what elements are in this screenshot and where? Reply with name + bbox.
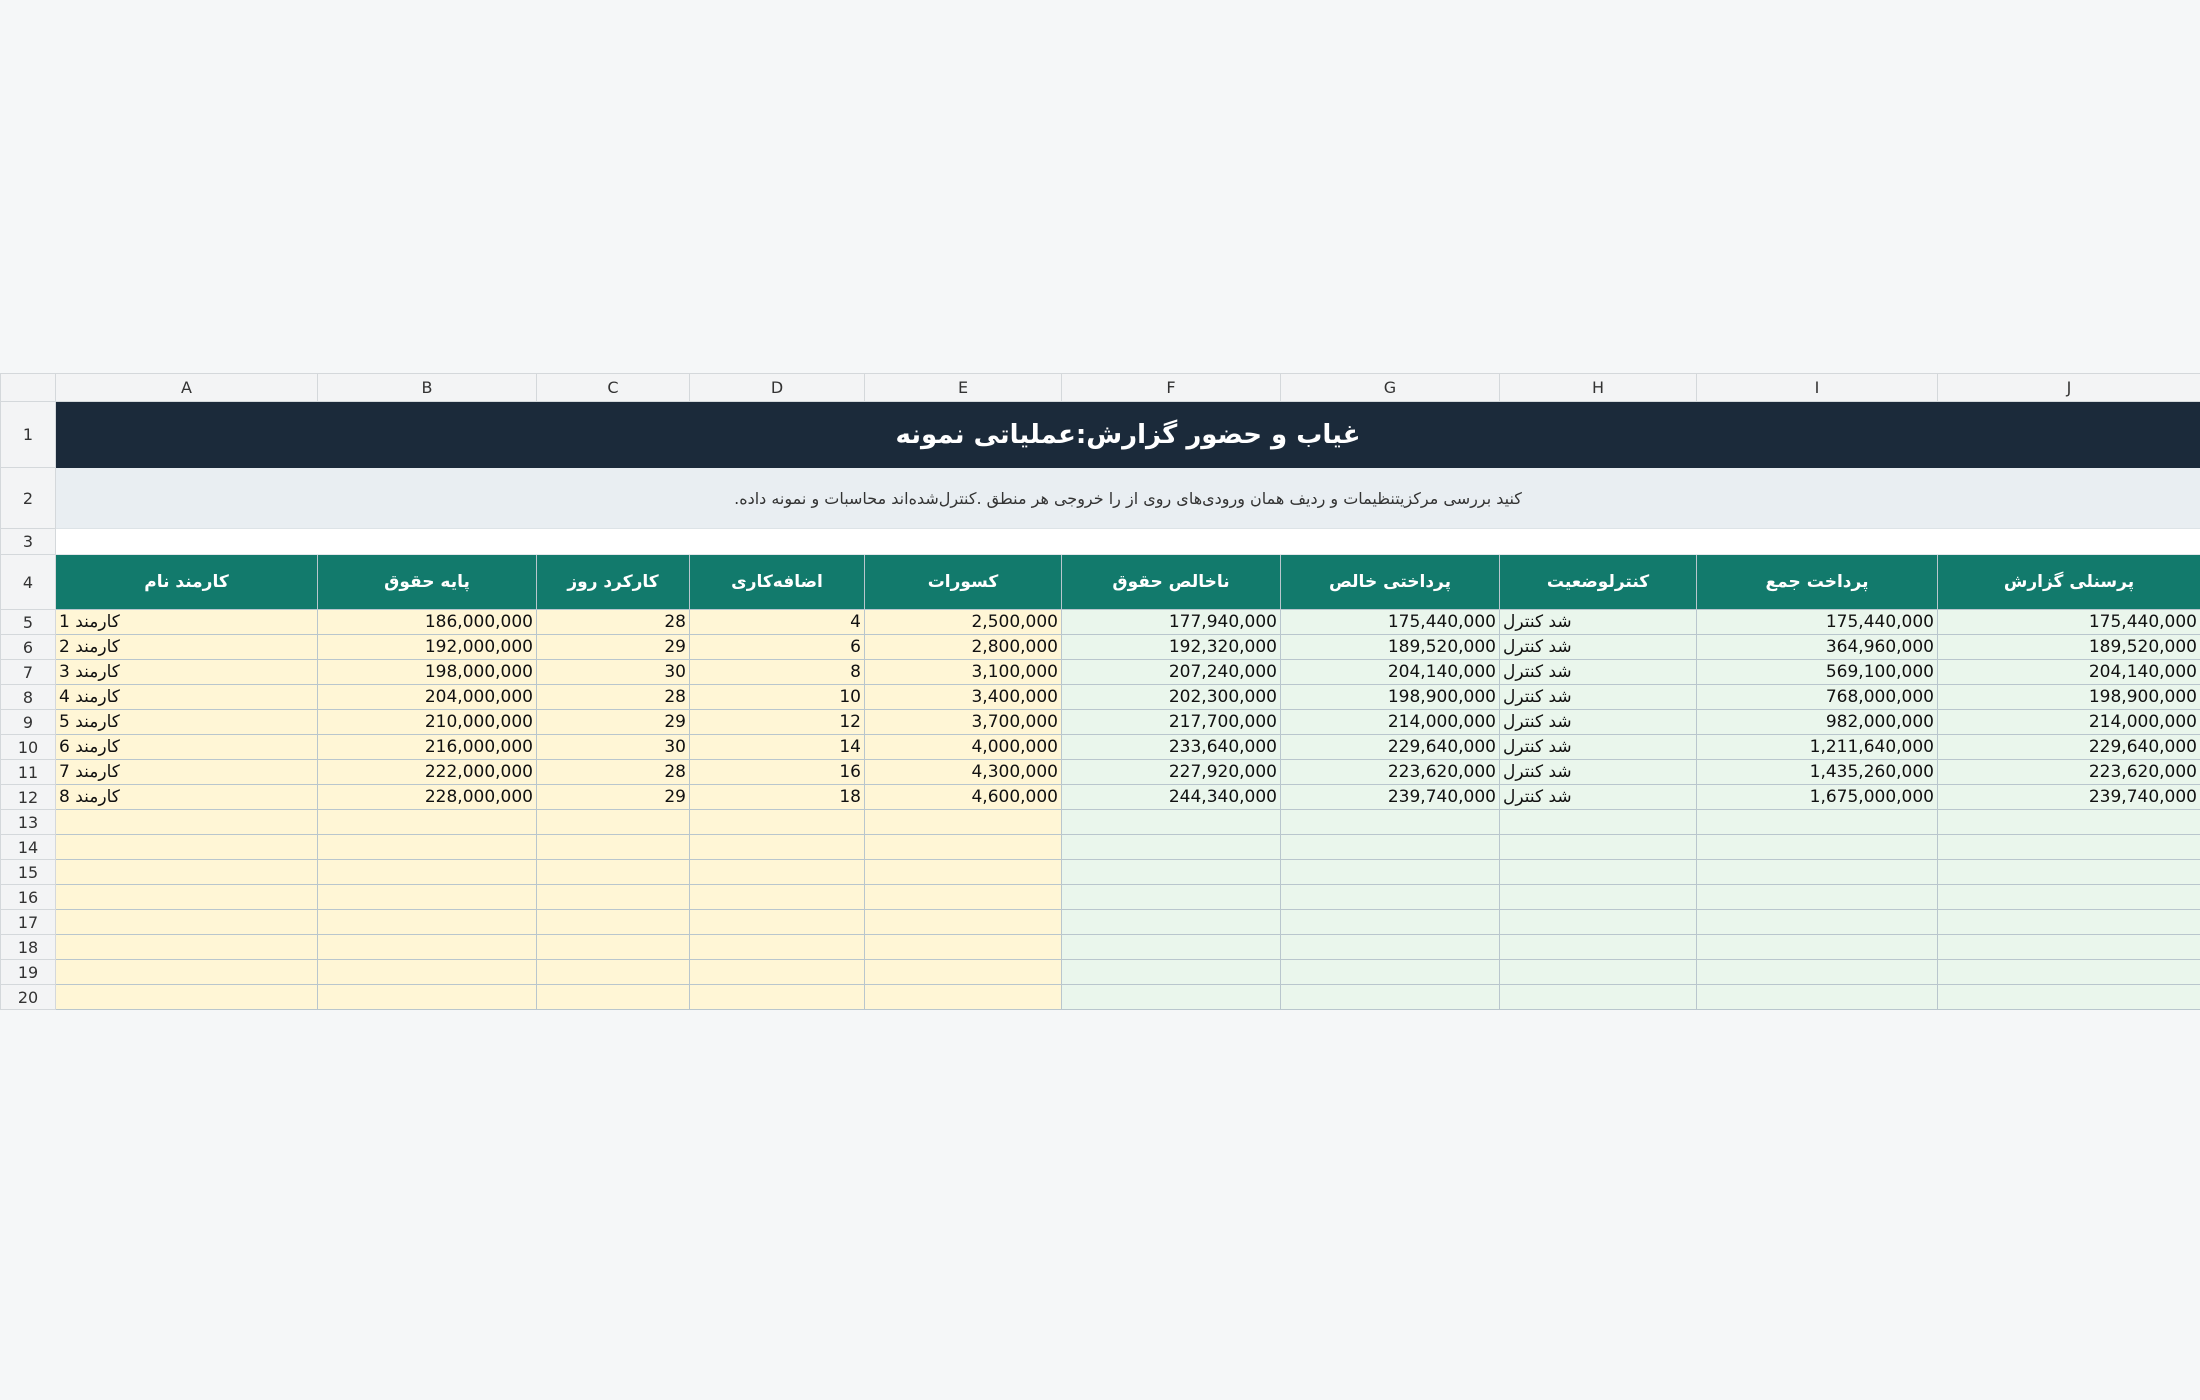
empty-cell-net-pay[interactable] <box>1281 835 1500 860</box>
cell-gross-salary[interactable]: 217,700,000 <box>1062 710 1281 735</box>
empty-cell-net-pay[interactable] <box>1281 885 1500 910</box>
empty-cell-overtime[interactable] <box>690 835 865 860</box>
empty-cell-payment-total[interactable] <box>1697 910 1938 935</box>
spreadsheet <box>0 373 2200 1025</box>
cell-payment-total[interactable]: 175,440,000 <box>1697 610 1938 635</box>
empty-cell-work-days[interactable] <box>537 835 690 860</box>
cell-deductions[interactable]: 3,700,000 <box>865 710 1062 735</box>
row-header-3[interactable]: 3 <box>1 529 56 555</box>
empty-row <box>1 860 2200 885</box>
empty-cell-personnel-report[interactable] <box>1938 885 2200 910</box>
cell-overtime[interactable]: 4 <box>690 610 865 635</box>
empty-cell-control-status[interactable] <box>1500 985 1697 1010</box>
empty-cell-control-status[interactable] <box>1500 835 1697 860</box>
column-header-j[interactable]: J <box>1938 374 2200 402</box>
empty-cell-base-salary[interactable] <box>318 835 537 860</box>
cell-employee-name[interactable]: 2 کارمند <box>56 635 318 660</box>
empty-cell-gross-salary[interactable] <box>1062 910 1281 935</box>
empty-cell-employee-name[interactable] <box>56 860 318 885</box>
empty-cell-gross-salary[interactable] <box>1062 860 1281 885</box>
empty-cell-deductions[interactable] <box>865 860 1062 885</box>
header-deductions[interactable]: کسورات <box>865 555 1062 610</box>
cell-employee-name[interactable]: 5 کارمند <box>56 710 318 735</box>
empty-cell-deductions[interactable] <box>865 985 1062 1010</box>
column-header-d[interactable]: D <box>690 374 865 402</box>
empty-cell-base-salary[interactable] <box>318 960 537 985</box>
cell-payment-total[interactable]: 768,000,000 <box>1697 685 1938 710</box>
cell-gross-salary[interactable]: 244,340,000 <box>1062 785 1281 810</box>
table-row <box>1 685 2200 710</box>
cell-deductions[interactable]: 4,300,000 <box>865 760 1062 785</box>
row-header-9[interactable]: 9 <box>1 710 56 735</box>
empty-cell-payment-total[interactable] <box>1697 885 1938 910</box>
row-header-8[interactable]: 8 <box>1 685 56 710</box>
empty-cell-control-status[interactable] <box>1500 885 1697 910</box>
empty-cell-payment-total[interactable] <box>1697 960 1938 985</box>
empty-cell-gross-salary[interactable] <box>1062 835 1281 860</box>
empty-cell-overtime[interactable] <box>690 935 865 960</box>
cell-net-pay[interactable]: 239,740,000 <box>1281 785 1500 810</box>
row-header[interactable]: 20 <box>1 985 56 1010</box>
column-header-i[interactable]: I <box>1697 374 1938 402</box>
empty-row <box>1 810 2200 835</box>
table-row <box>1 760 2200 785</box>
empty-cell-deductions[interactable] <box>865 810 1062 835</box>
cell-gross-salary[interactable]: 233,640,000 <box>1062 735 1281 760</box>
cell-work-days[interactable]: 28 <box>537 760 690 785</box>
empty-cell-deductions[interactable] <box>865 835 1062 860</box>
cell-payment-total[interactable]: 1,435,260,000 <box>1697 760 1938 785</box>
empty-cell-control-status[interactable] <box>1500 935 1697 960</box>
row-header[interactable]: 16 <box>1 885 56 910</box>
empty-cell-payment-total[interactable] <box>1697 935 1938 960</box>
column-header-b[interactable]: B <box>318 374 537 402</box>
cell-employee-name[interactable]: 4 کارمند <box>56 685 318 710</box>
cell-base-salary[interactable]: 186,000,000 <box>318 610 537 635</box>
empty-cell-gross-salary[interactable] <box>1062 935 1281 960</box>
cell-personnel-report[interactable]: 239,740,000 <box>1938 785 2200 810</box>
cell-employee-name[interactable]: 8 کارمند <box>56 785 318 810</box>
empty-cell-employee-name[interactable] <box>56 985 318 1010</box>
table-row <box>1 735 2200 760</box>
cell-control-status[interactable]: شد کنترل <box>1500 685 1697 710</box>
empty-cell-overtime[interactable] <box>690 860 865 885</box>
spacer-row <box>1 529 2200 555</box>
cell-net-pay[interactable]: 189,520,000 <box>1281 635 1500 660</box>
cell-control-status[interactable]: شد کنترل <box>1500 635 1697 660</box>
table-row <box>1 710 2200 735</box>
empty-cell-net-pay[interactable] <box>1281 935 1500 960</box>
cell-base-salary[interactable]: 216,000,000 <box>318 735 537 760</box>
title-row <box>1 402 2200 468</box>
cell-deductions[interactable]: 2,500,000 <box>865 610 1062 635</box>
column-header-e[interactable]: E <box>865 374 1062 402</box>
empty-cell-deductions[interactable] <box>865 960 1062 985</box>
cell-work-days[interactable]: 29 <box>537 710 690 735</box>
empty-row <box>1 835 2200 860</box>
row-header[interactable]: 19 <box>1 960 56 985</box>
row-header[interactable]: 15 <box>1 860 56 885</box>
empty-cell-control-status[interactable] <box>1500 860 1697 885</box>
empty-cell-base-salary[interactable] <box>318 885 537 910</box>
cell-base-salary[interactable]: 222,000,000 <box>318 760 537 785</box>
empty-cell-overtime[interactable] <box>690 810 865 835</box>
header-base-salary[interactable]: پایه حقوق <box>318 555 537 610</box>
cell-control-status[interactable]: شد کنترل <box>1500 735 1697 760</box>
cell-work-days[interactable]: 28 <box>537 685 690 710</box>
empty-cell-gross-salary[interactable] <box>1062 960 1281 985</box>
empty-cell-net-pay[interactable] <box>1281 910 1500 935</box>
empty-cell-employee-name[interactable] <box>56 810 318 835</box>
cell-employee-name[interactable]: 7 کارمند <box>56 760 318 785</box>
table-header-row <box>1 555 2200 610</box>
sheet-grid <box>0 373 2200 1010</box>
empty-cell-overtime[interactable] <box>690 885 865 910</box>
empty-cell-deductions[interactable] <box>865 935 1062 960</box>
cell-control-status[interactable]: شد کنترل <box>1500 610 1697 635</box>
cell-deductions[interactable]: 3,400,000 <box>865 685 1062 710</box>
row-header-11[interactable]: 11 <box>1 760 56 785</box>
cell-control-status[interactable]: شد کنترل <box>1500 660 1697 685</box>
note-row <box>1 468 2200 529</box>
report-title-cell[interactable]: غیاب و حضور گزارش:عملیاتی نمونه <box>56 402 2200 468</box>
row-header[interactable]: 14 <box>1 835 56 860</box>
row-header[interactable]: 13 <box>1 810 56 835</box>
empty-cell-base-salary[interactable] <box>318 910 537 935</box>
empty-cell-control-status[interactable] <box>1500 910 1697 935</box>
header-payment-total[interactable]: پرداخت جمع <box>1697 555 1938 610</box>
table-row <box>1 785 2200 810</box>
empty-cell-gross-salary[interactable] <box>1062 885 1281 910</box>
cell-gross-salary[interactable]: 207,240,000 <box>1062 660 1281 685</box>
empty-cell-net-pay[interactable] <box>1281 985 1500 1010</box>
cell-work-days[interactable]: 29 <box>537 635 690 660</box>
empty-cell-work-days[interactable] <box>537 860 690 885</box>
cell-net-pay[interactable]: 229,640,000 <box>1281 735 1500 760</box>
table-row <box>1 635 2200 660</box>
empty-cell-personnel-report[interactable] <box>1938 935 2200 960</box>
cell-overtime[interactable]: 8 <box>690 660 865 685</box>
empty-cell-net-pay[interactable] <box>1281 960 1500 985</box>
cell-deductions[interactable]: 4,000,000 <box>865 735 1062 760</box>
cell-employee-name[interactable]: 1 کارمند <box>56 610 318 635</box>
cell-net-pay[interactable]: 175,440,000 <box>1281 610 1500 635</box>
cell-personnel-report[interactable]: 204,140,000 <box>1938 660 2200 685</box>
header-overtime[interactable]: اضافه‌کاری <box>690 555 865 610</box>
cell-employee-name[interactable]: 6 کارمند <box>56 735 318 760</box>
cell-payment-total[interactable]: 1,675,000,000 <box>1697 785 1938 810</box>
cell-net-pay[interactable]: 214,000,000 <box>1281 710 1500 735</box>
cell-deductions[interactable]: 4,600,000 <box>865 785 1062 810</box>
empty-cell-net-pay[interactable] <box>1281 810 1500 835</box>
empty-cell-payment-total[interactable] <box>1697 860 1938 885</box>
table-row <box>1 660 2200 685</box>
cell-payment-total[interactable]: 1,211,640,000 <box>1697 735 1938 760</box>
header-control-status[interactable]: کنترلوضعیت <box>1500 555 1697 610</box>
row-header[interactable]: 18 <box>1 935 56 960</box>
empty-cell-gross-salary[interactable] <box>1062 985 1281 1010</box>
empty-cell-deductions[interactable] <box>865 910 1062 935</box>
cell-personnel-report[interactable]: 189,520,000 <box>1938 635 2200 660</box>
select-all-corner[interactable] <box>1 374 56 402</box>
empty-cell-work-days[interactable] <box>537 885 690 910</box>
cell-overtime[interactable]: 6 <box>690 635 865 660</box>
cell-base-salary[interactable]: 210,000,000 <box>318 710 537 735</box>
empty-cell-payment-total[interactable] <box>1697 985 1938 1010</box>
empty-cell-overtime[interactable] <box>690 960 865 985</box>
cell-personnel-report[interactable]: 229,640,000 <box>1938 735 2200 760</box>
column-header-h[interactable]: H <box>1500 374 1697 402</box>
empty-cell-base-salary[interactable] <box>318 860 537 885</box>
cell-control-status[interactable]: شد کنترل <box>1500 785 1697 810</box>
column-header-c[interactable]: C <box>537 374 690 402</box>
row-header-10[interactable]: 10 <box>1 735 56 760</box>
cell-net-pay[interactable]: 223,620,000 <box>1281 760 1500 785</box>
header-personnel-report[interactable]: پرسنلی گزارش <box>1938 555 2200 610</box>
empty-cell-work-days[interactable] <box>537 910 690 935</box>
empty-cell-base-salary[interactable] <box>318 810 537 835</box>
cell-base-salary[interactable]: 192,000,000 <box>318 635 537 660</box>
empty-cell-payment-total[interactable] <box>1697 810 1938 835</box>
empty-cell-personnel-report[interactable] <box>1938 985 2200 1010</box>
cell-net-pay[interactable]: 198,900,000 <box>1281 685 1500 710</box>
empty-cell-work-days[interactable] <box>537 935 690 960</box>
empty-row <box>1 985 2200 1010</box>
cell-control-status[interactable]: شد کنترل <box>1500 710 1697 735</box>
empty-cell-work-days[interactable] <box>537 960 690 985</box>
empty-row <box>1 960 2200 985</box>
row-header-6[interactable]: 6 <box>1 635 56 660</box>
empty-cell-work-days[interactable] <box>537 810 690 835</box>
cell-work-days[interactable]: 29 <box>537 785 690 810</box>
column-header-g[interactable]: G <box>1281 374 1500 402</box>
empty-cell-control-status[interactable] <box>1500 810 1697 835</box>
empty-cell-employee-name[interactable] <box>56 960 318 985</box>
cell-gross-salary[interactable]: 192,320,000 <box>1062 635 1281 660</box>
empty-cell-overtime[interactable] <box>690 985 865 1010</box>
cell-gross-salary[interactable]: 227,920,000 <box>1062 760 1281 785</box>
cell-payment-total[interactable]: 364,960,000 <box>1697 635 1938 660</box>
empty-row <box>1 910 2200 935</box>
empty-cell-work-days[interactable] <box>537 985 690 1010</box>
empty-cell-payment-total[interactable] <box>1697 835 1938 860</box>
empty-cell-personnel-report[interactable] <box>1938 960 2200 985</box>
header-employee-name[interactable]: کارمند نام <box>56 555 318 610</box>
row-header-2[interactable]: 2 <box>1 468 56 529</box>
cell-overtime[interactable]: 12 <box>690 710 865 735</box>
row-header-12[interactable]: 12 <box>1 785 56 810</box>
empty-row <box>1 935 2200 960</box>
cell-gross-salary[interactable]: 177,940,000 <box>1062 610 1281 635</box>
note-cell[interactable]: .کنید بررسی مرکزیتنظیمات و ردیف همان ورودی‌های روی از را خروجی هر منطق .کنترل‌شده‌اند محاسبات و نمونه داده <box>56 468 2200 529</box>
cell-personnel-report[interactable]: 198,900,000 <box>1938 685 2200 710</box>
row-header-7[interactable]: 7 <box>1 660 56 685</box>
cell-deductions[interactable]: 3,100,000 <box>865 660 1062 685</box>
row-header-1[interactable]: 1 <box>1 402 56 468</box>
blank-cell[interactable] <box>56 529 2200 555</box>
empty-row <box>1 885 2200 910</box>
empty-cell-control-status[interactable] <box>1500 960 1697 985</box>
cell-base-salary[interactable]: 204,000,000 <box>318 685 537 710</box>
cell-work-days[interactable]: 28 <box>537 610 690 635</box>
empty-cell-employee-name[interactable] <box>56 885 318 910</box>
empty-cell-base-salary[interactable] <box>318 935 537 960</box>
row-header-4[interactable]: 4 <box>1 555 56 610</box>
column-header-f[interactable]: F <box>1062 374 1281 402</box>
cell-base-salary[interactable]: 228,000,000 <box>318 785 537 810</box>
cell-overtime[interactable]: 16 <box>690 760 865 785</box>
cell-employee-name[interactable]: 3 کارمند <box>56 660 318 685</box>
cell-overtime[interactable]: 14 <box>690 735 865 760</box>
cell-base-salary[interactable]: 198,000,000 <box>318 660 537 685</box>
cell-personnel-report[interactable]: 175,440,000 <box>1938 610 2200 635</box>
row-header-5[interactable]: 5 <box>1 610 56 635</box>
row-header[interactable]: 17 <box>1 910 56 935</box>
cell-overtime[interactable]: 18 <box>690 785 865 810</box>
cell-personnel-report[interactable]: 214,000,000 <box>1938 710 2200 735</box>
empty-cell-personnel-report[interactable] <box>1938 860 2200 885</box>
cell-deductions[interactable]: 2,800,000 <box>865 635 1062 660</box>
column-header-row <box>1 374 2200 402</box>
empty-cell-personnel-report[interactable] <box>1938 835 2200 860</box>
header-gross-salary[interactable]: ناخالص حقوق <box>1062 555 1281 610</box>
empty-cell-overtime[interactable] <box>690 910 865 935</box>
cell-payment-total[interactable]: 569,100,000 <box>1697 660 1938 685</box>
header-net-pay[interactable]: پرداختی خالص <box>1281 555 1500 610</box>
cell-personnel-report[interactable]: 223,620,000 <box>1938 760 2200 785</box>
empty-cell-net-pay[interactable] <box>1281 860 1500 885</box>
cell-overtime[interactable]: 10 <box>690 685 865 710</box>
cell-work-days[interactable]: 30 <box>537 660 690 685</box>
cell-gross-salary[interactable]: 202,300,000 <box>1062 685 1281 710</box>
empty-cell-gross-salary[interactable] <box>1062 810 1281 835</box>
cell-work-days[interactable]: 30 <box>537 735 690 760</box>
empty-cell-employee-name[interactable] <box>56 835 318 860</box>
cell-payment-total[interactable]: 982,000,000 <box>1697 710 1938 735</box>
header-work-days[interactable]: کارکرد روز <box>537 555 690 610</box>
cell-net-pay[interactable]: 204,140,000 <box>1281 660 1500 685</box>
empty-cell-deductions[interactable] <box>865 885 1062 910</box>
empty-cell-employee-name[interactable] <box>56 910 318 935</box>
empty-cell-personnel-report[interactable] <box>1938 810 2200 835</box>
empty-cell-personnel-report[interactable] <box>1938 910 2200 935</box>
cell-control-status[interactable]: شد کنترل <box>1500 760 1697 785</box>
empty-cell-employee-name[interactable] <box>56 935 318 960</box>
empty-cell-base-salary[interactable] <box>318 985 537 1010</box>
column-header-a[interactable]: A <box>56 374 318 402</box>
table-row <box>1 610 2200 635</box>
